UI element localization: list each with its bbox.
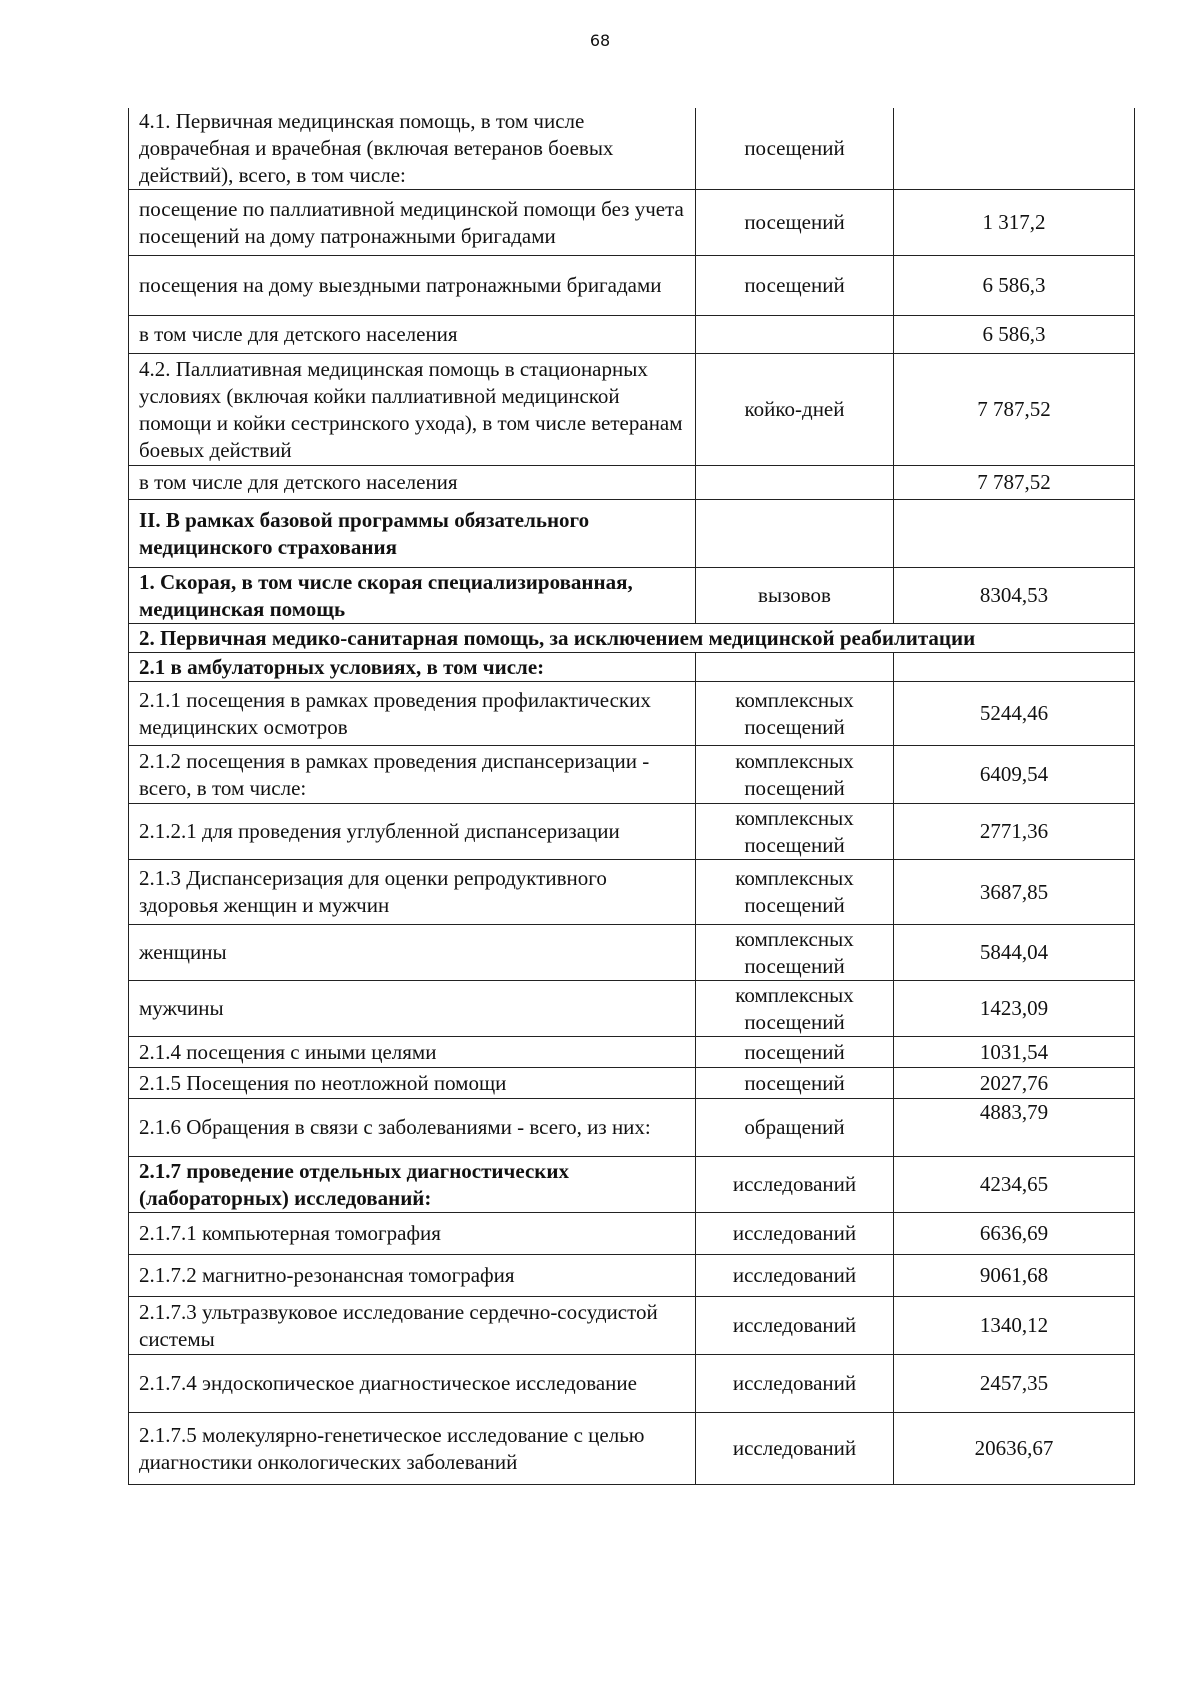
row-unit: комплексных посещений [696, 925, 894, 981]
row-unit: обращений [696, 1099, 894, 1157]
row-value: 1031,54 [894, 1037, 1135, 1068]
row-unit: исследований [696, 1413, 894, 1485]
row-name: посещение по паллиативной медицинской помощи без учета посещений на дому патронажными бригадами [129, 190, 696, 256]
row-unit: посещений [696, 1068, 894, 1099]
row-value: 4234,65 [894, 1157, 1135, 1213]
row-value: 3687,85 [894, 860, 1135, 925]
row-value: 7 787,52 [894, 354, 1135, 466]
row-value: 8304,53 [894, 568, 1135, 624]
row-unit: комплексных посещений [696, 746, 894, 804]
table-row [129, 624, 1135, 653]
row-value: 1423,09 [894, 981, 1135, 1037]
row-unit: койко-дней [696, 354, 894, 466]
table-row [129, 568, 1135, 624]
table-row [129, 746, 1135, 804]
section-title: II. В рамках базовой программы обязательного медицинского страхования [129, 500, 696, 568]
row-name: 2.1.7.1 компьютерная томография [129, 1213, 696, 1255]
row-unit: исследований [696, 1355, 894, 1413]
row-name: 2.1.1 посещения в рамках проведения профилактических медицинских осмотров [129, 682, 696, 746]
row-name: посещения на дому выездными патронажными бригадами [129, 256, 696, 316]
table-row [129, 1099, 1135, 1157]
row-unit: посещений [696, 1037, 894, 1068]
row-value [894, 108, 1135, 190]
table-row [129, 1255, 1135, 1297]
tariff-table [128, 108, 1135, 1485]
row-name: 2.1.7.2 магнитно-резонансная томография [129, 1255, 696, 1297]
row-name: 1. Скорая, в том числе скорая специализированная, медицинская помощь [129, 568, 696, 624]
table-row [129, 653, 1135, 682]
row-name: 2. Первичная медико-санитарная помощь, за исключением медицинской реабилитации [129, 624, 1135, 653]
row-unit: исследований [696, 1213, 894, 1255]
table-row [129, 1213, 1135, 1255]
row-name: в том числе для детского населения [129, 466, 696, 500]
row-value: 9061,68 [894, 1255, 1135, 1297]
table-row [129, 1297, 1135, 1355]
row-name: 2.1.6 Обращения в связи с заболеваниями - всего, из них: [129, 1099, 696, 1157]
row-name: мужчины [129, 981, 696, 1037]
row-name: 2.1.7.4 эндоскопическое диагностическое исследование [129, 1355, 696, 1413]
row-name: 2.1.2 посещения в рамках проведения диспансеризации - всего, в том числе: [129, 746, 696, 804]
row-value: 1340,12 [894, 1297, 1135, 1355]
row-unit: посещений [696, 190, 894, 256]
table-row [129, 256, 1135, 316]
table-row [129, 354, 1135, 466]
table-row [129, 1157, 1135, 1213]
row-value: 6409,54 [894, 746, 1135, 804]
table-row [129, 682, 1135, 746]
row-name: 2.1.4 посещения с иными целями [129, 1037, 696, 1068]
row-unit: комплексных посещений [696, 981, 894, 1037]
row-name: 2.1.7.5 молекулярно-генетическое исследование с целью диагностики онкологических заболеваний [129, 1413, 696, 1485]
row-unit: комплексных посещений [696, 860, 894, 925]
row-name: 2.1.2.1 для проведения углубленной диспансеризации [129, 804, 696, 860]
row-unit: исследований [696, 1255, 894, 1297]
row-value: 2457,35 [894, 1355, 1135, 1413]
row-value: 7 787,52 [894, 466, 1135, 500]
row-value: 2771,36 [894, 804, 1135, 860]
row-name: женщины [129, 925, 696, 981]
page-number: 68 [589, 31, 611, 50]
table-row [129, 108, 1135, 190]
row-value: 5244,46 [894, 682, 1135, 746]
table-row [129, 190, 1135, 256]
row-name: 4.2. Паллиативная медицинская помощь в стационарных условиях (включая койки паллиативной медицинской помощи и койки сестринского ухода), в том числе ветеранам боевых действий [129, 354, 696, 466]
row-unit [696, 466, 894, 500]
row-name: 2.1 в амбулаторных условиях, в том числе: [129, 653, 696, 682]
table-row [129, 1037, 1135, 1068]
row-value: 2027,76 [894, 1068, 1135, 1099]
row-value: 6 586,3 [894, 256, 1135, 316]
row-name: 2.1.7.3 ультразвуковое исследование сердечно-сосудистой системы [129, 1297, 696, 1355]
row-unit [696, 500, 894, 568]
row-unit: посещений [696, 256, 894, 316]
table-row [129, 1355, 1135, 1413]
table-row [129, 500, 1135, 568]
table-row [129, 981, 1135, 1037]
row-name: в том числе для детского населения [129, 316, 696, 354]
row-name: 4.1. Первичная медицинская помощь, в том числе доврачебная и врачебная (включая ветеранов боевых действий), всего, в том числе: [129, 108, 696, 190]
row-unit: комплексных посещений [696, 682, 894, 746]
row-value: 1 317,2 [894, 190, 1135, 256]
row-value [894, 500, 1135, 568]
row-name: 2.1.5 Посещения по неотложной помощи [129, 1068, 696, 1099]
row-value: 4883,79 [894, 1099, 1135, 1157]
row-unit: комплексных посещений [696, 804, 894, 860]
row-value: 6 586,3 [894, 316, 1135, 354]
table-row [129, 466, 1135, 500]
table-row [129, 860, 1135, 925]
table-row [129, 1413, 1135, 1485]
row-unit: исследований [696, 1157, 894, 1213]
table-row [129, 925, 1135, 981]
row-name: 2.1.7 проведение отдельных диагностических (лабораторных) исследований: [129, 1157, 696, 1213]
row-unit [696, 316, 894, 354]
row-unit: вызовов [696, 568, 894, 624]
row-value: 20636,67 [894, 1413, 1135, 1485]
row-unit [696, 653, 894, 682]
row-unit: исследований [696, 1297, 894, 1355]
row-value: 6636,69 [894, 1213, 1135, 1255]
row-name: 2.1.3 Диспансеризация для оценки репродуктивного здоровья женщин и мужчин [129, 860, 696, 925]
row-value [894, 653, 1135, 682]
table-row [129, 1068, 1135, 1099]
table-row [129, 316, 1135, 354]
table-row [129, 804, 1135, 860]
row-value: 5844,04 [894, 925, 1135, 981]
row-unit: посещений [696, 108, 894, 190]
